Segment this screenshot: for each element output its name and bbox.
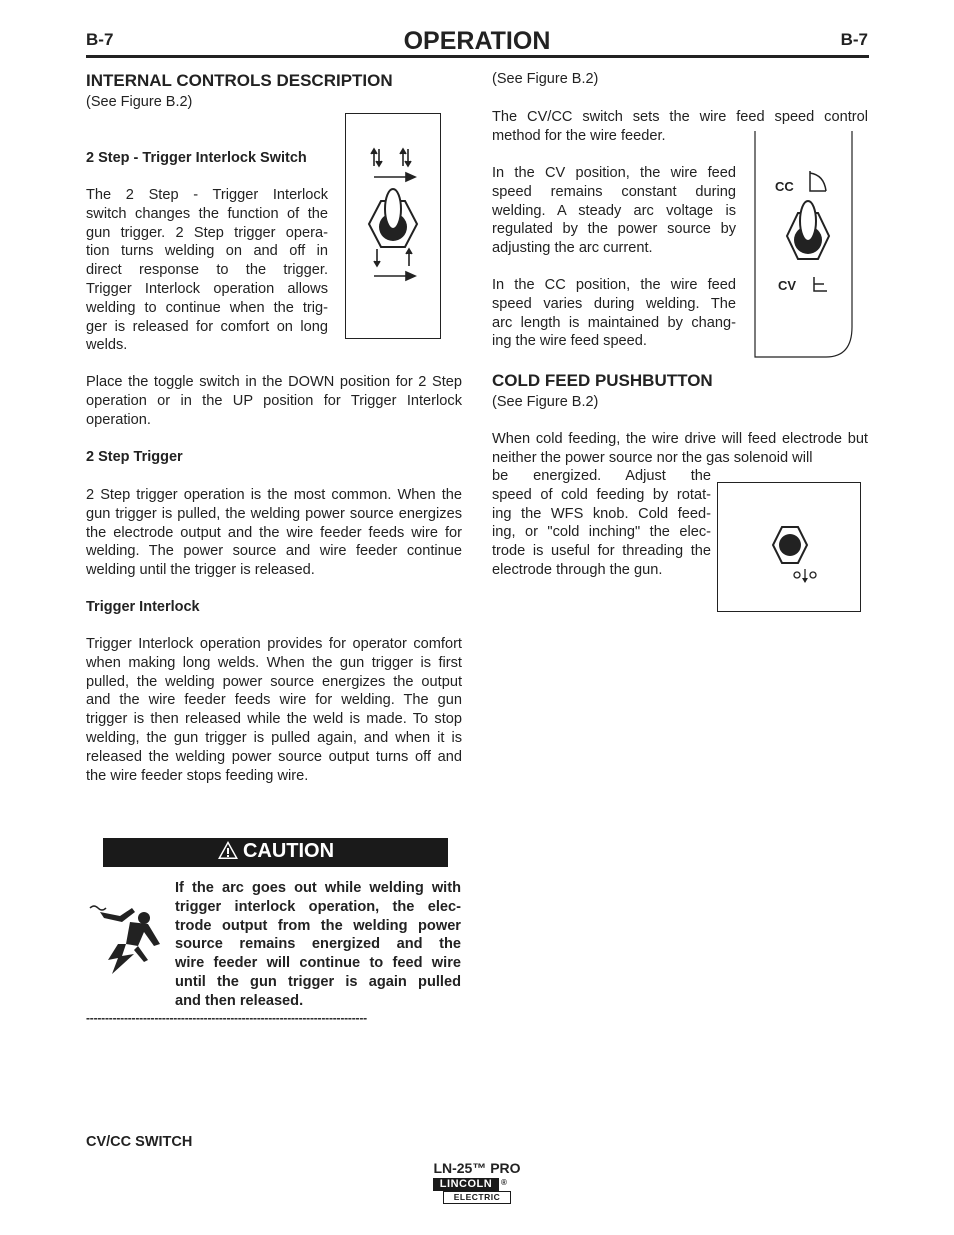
electric-shock-icon <box>86 900 164 976</box>
header-rule <box>86 55 869 58</box>
see-figure-note: (See Figure B.2) <box>86 94 193 110</box>
switch-paragraph: The 2 Step - Trigger Interlock switch changes the function of the gun trigger. 2 Step trigger opera- tion turns welding on and off in direct response to the trigger. Trigger Interlock operation allows welding to continue when the trig- ger is released for comfort on long welds. <box>86 187 328 354</box>
page-number-right: B-7 <box>840 30 868 49</box>
logo-top: LINCOLN <box>433 1178 499 1191</box>
cold-feed-title: COLD FEED PUSHBUTTON <box>492 371 713 390</box>
dashed-divider: -------------------------------------------------------------------------- <box>86 1011 367 1025</box>
two-step-paragraph: 2 Step trigger operation is the most common. When the gun trigger is pulled, the welding power source energizes the electrode output and the wire feeder feeds wire for welding. The power source and wire feeder continue welding until the trigger is released. <box>86 487 462 579</box>
cc-label: CC <box>775 179 794 194</box>
caution-label: CAUTION <box>242 840 335 862</box>
model-name: LN-25™ PRO <box>433 1160 521 1176</box>
trigger-switch-figure <box>345 113 441 339</box>
cvcc-switch-figure <box>754 131 854 358</box>
cv-label: CV <box>778 278 797 293</box>
cc-paragraph: In the CC position, the wire feed speed varies during welding. The arc length is maintained by chang- ing the wire feed speed. <box>492 277 736 350</box>
cv-paragraph: In the CV position, the wire feed speed remains constant during welding. A steady arc voltage is regulated by the power source by adjusting the arc current. <box>492 165 736 257</box>
cvcc-switch-title: CV/CC SWITCH <box>86 1134 193 1150</box>
switch-title: 2 Step - Trigger Interlock Switch <box>86 150 307 166</box>
toggle-paragraph: Place the toggle switch in the DOWN position for 2 Step operation or in the UP position for Trigger Interlock operation. <box>86 374 462 428</box>
interlock-title: Trigger Interlock <box>86 599 200 615</box>
see-figure-note: (See Figure B.2) <box>492 394 599 410</box>
registered-mark: ® <box>501 1178 507 1187</box>
section-title: INTERNAL CONTROLS DESCRIPTION <box>86 71 393 90</box>
caution-text: If the arc goes out while welding with trigger interlock operation, the elec- trode output from the welding power source remains energized and the wire feeder will continue to feed wire until the gun trigger is again pulled and then released. <box>175 880 461 1009</box>
caution-banner <box>103 838 448 867</box>
lincoln-electric-logo <box>433 1178 509 1205</box>
two-step-title: 2 Step Trigger <box>86 449 183 465</box>
cold-feed-paragraph-bottom: be energized. Adjust the speed of cold feeding by rotat- ing the WFS knob. Cold feed- ing, or "cold inching" the elec- trode is useful for threading the electrode through the gun. <box>492 468 711 578</box>
see-figure-note: (See Figure B.2) <box>492 71 599 87</box>
warning-triangle-icon <box>217 840 239 860</box>
toggle-switch-icon <box>346 114 440 338</box>
cold-feed-figure <box>717 482 861 612</box>
logo-bottom: ELECTRIC <box>443 1191 511 1204</box>
interlock-paragraph: Trigger Interlock operation provides for operator comfort when making long welds. When the gun trigger is first pulled, the welding power source energizes the output and the wire feeder feeds wire for welding. The gun trigger is then released while the weld is made. To stop welding, the gun trigger is pulled again, and when it is released the welding power source output turns off and the wire feeder stops feeding wire. <box>86 636 462 784</box>
cvcc-paragraph: The CV/CC switch sets the wire feed speed control method for the wire feeder. <box>492 109 868 144</box>
cold-feed-pushbutton-icon <box>718 483 860 611</box>
cvcc-panel-outline <box>754 131 854 358</box>
page-number-left: B-7 <box>86 30 114 49</box>
cold-feed-paragraph-top: When cold feeding, the wire drive will feed electrode but neither the power source nor the gas solenoid will <box>492 431 868 466</box>
page-title: OPERATION <box>403 27 551 55</box>
